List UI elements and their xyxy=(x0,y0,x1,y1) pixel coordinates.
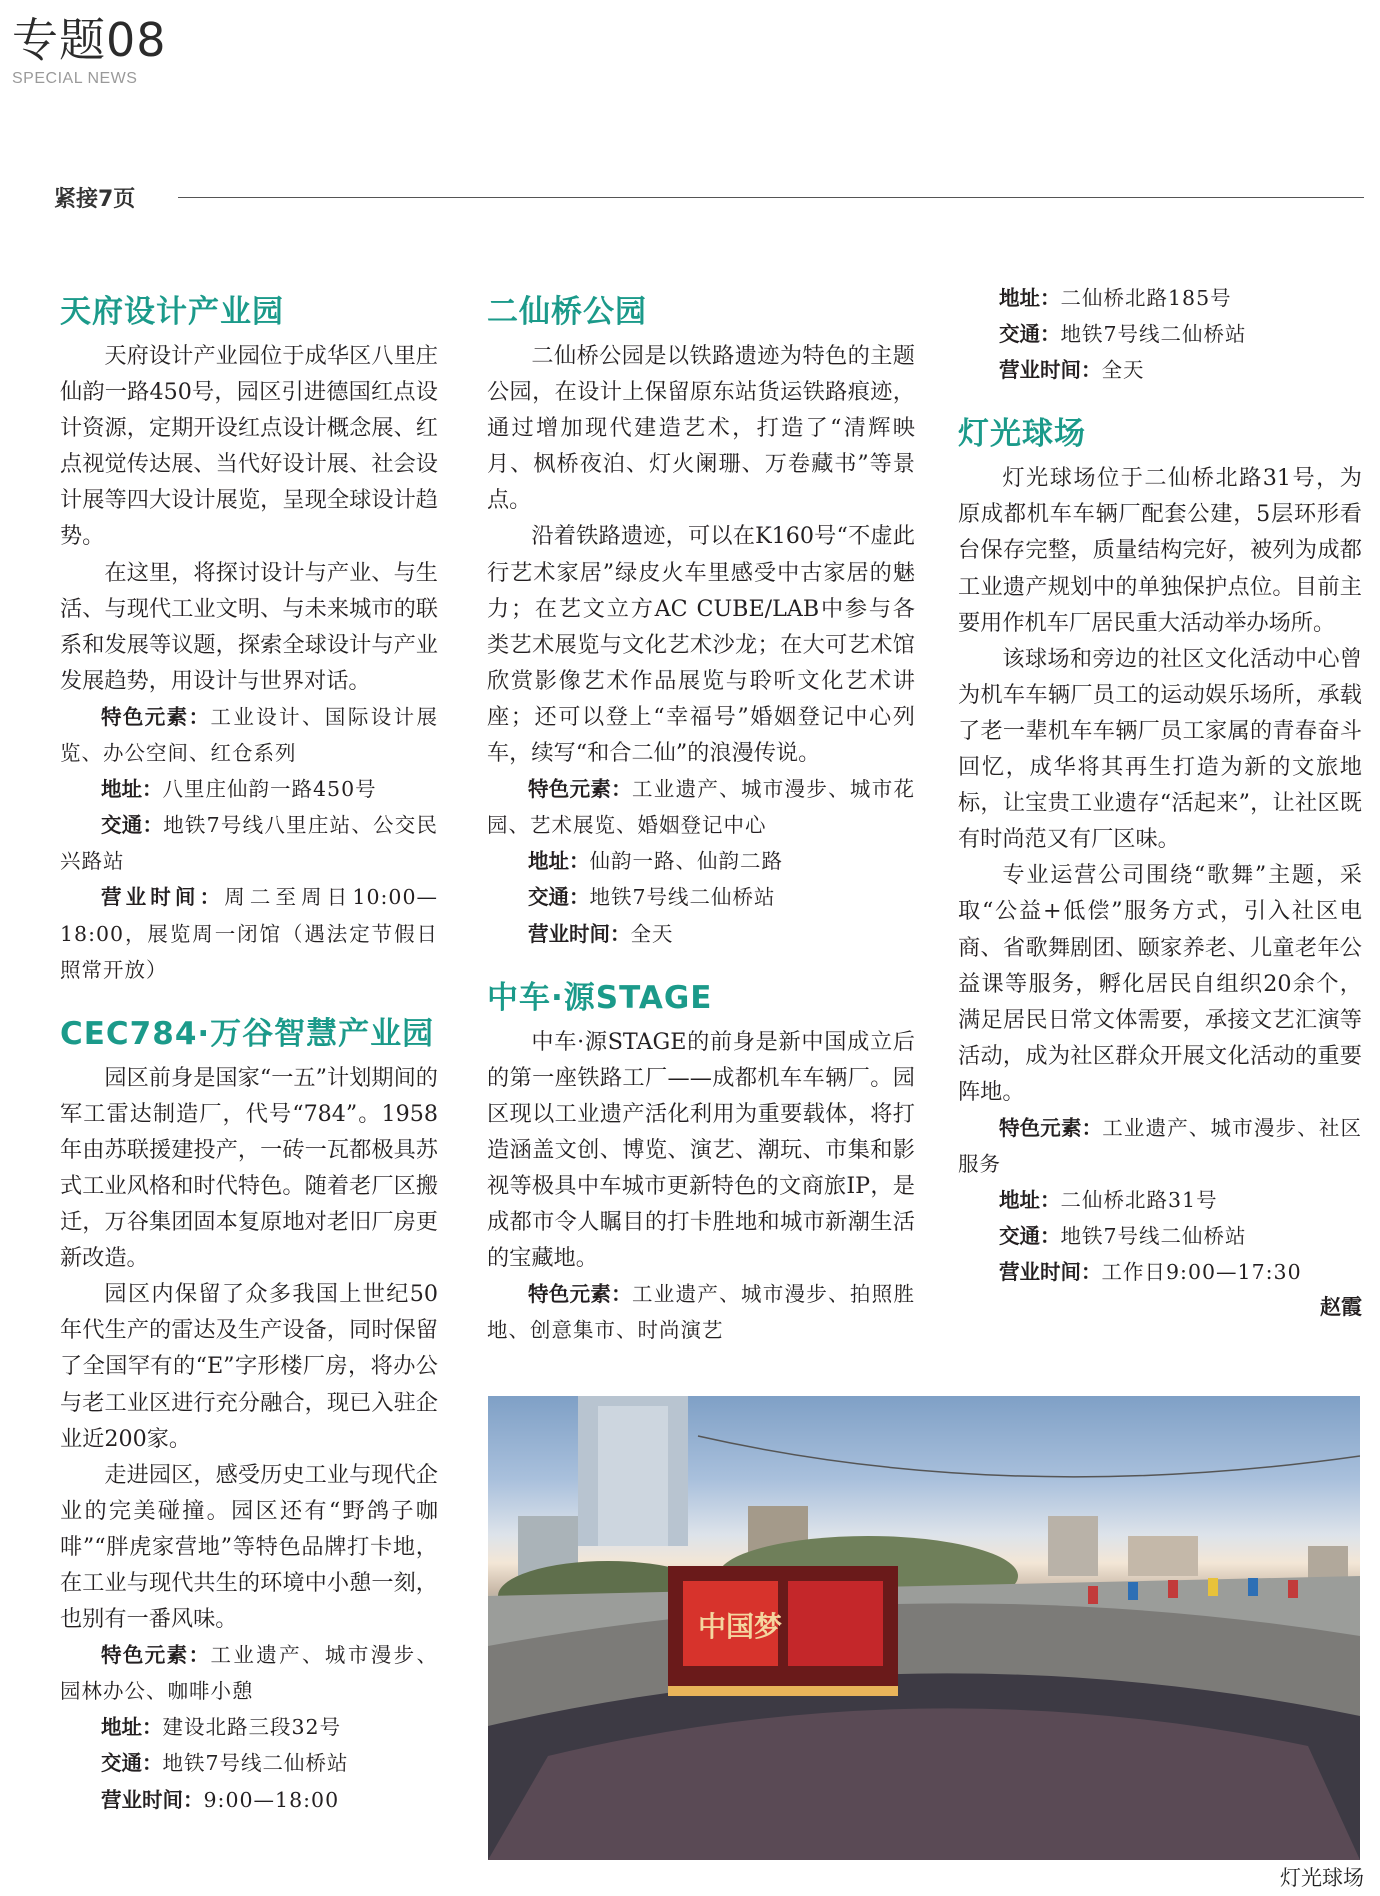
paragraph: 专业运营公司围绕“歌舞”主题，采取“公益+低偿”服务方式，引入社区电商、省歌舞剧团、颐家养老、儿童老年公益课等服务，孵化居民自组织20余个，满足居民日常文体需要，承接文艺汇演等活动，成为社区群众开展文化活动的重要阵地。 xyxy=(958,862,1362,1105)
page-section-subtitle: SPECIAL NEWS xyxy=(12,70,138,87)
page-section-title: 专题08 xyxy=(12,13,167,67)
features-line: 特色元素：工业遗产、城市漫步、园林办公、咖啡小憩 xyxy=(60,1643,439,1704)
hours-line: 营业时间：全天 xyxy=(528,921,674,946)
paragraph: 二仙桥公园是以铁路遗迹为特色的主题公园，在设计上保留原东站货运铁路痕迹，通过增加现代建造艺术，打造了“清辉映月、枫桥夜泊、灯火阑珊、万卷藏书”等景点。 xyxy=(487,343,915,514)
column-2 xyxy=(487,292,915,1374)
section-erxianqiao xyxy=(487,292,915,952)
features-line: 特色元素：工业遗产、城市漫步、社区服务 xyxy=(958,1115,1362,1177)
paragraph: 中车·源STAGE的前身是新中国成立后的第一座铁路工厂——成都机车车辆厂。园区现以工业遗产活化利用为重要载体，将打造涵盖文创、博览、演艺、潮玩、市集和影视等极具中车城市更新特色的文商旅IP，是成都市令人瞩目的打卡胜地和城市新潮生活的宝藏地。 xyxy=(487,1028,915,1272)
section-heading: CEC784·万谷智慧产业园 xyxy=(60,1015,435,1052)
section-heading: 二仙桥公园 xyxy=(487,294,647,330)
section-dengguang xyxy=(958,414,1362,1324)
divider xyxy=(178,197,1364,198)
author-byline: 赵霞 xyxy=(1320,1295,1362,1320)
address-line: 地址：二仙桥北路185号 xyxy=(999,286,1232,310)
paragraph: 沿着铁路遗迹，可以在K160号“不虚此行艺术家居”绿皮火车里感受中古家居的魅力；在艺文立方AC CUBE/LAB中参与各类艺术展览与文化艺术沙龙；在大可艺术馆欣赏影像艺术作品展览与聆听文化艺术讲座；还可以登上“幸福号”婚姻登记中心列车，续写“和合二仙”的浪漫传说。 xyxy=(487,523,915,767)
paragraph: 园区前身是国家“一五”计划期间的军工雷达制造厂，代号“784”。1958年由苏联援建投产，一砖一瓦都极具苏式工业风格和时代特色。随着老厂区搬迁，万谷集团固本复原地对老旧厂房更新改造。 xyxy=(60,1064,438,1272)
features-line: 特色元素：工业遗产、城市漫步、城市花园、艺术展览、婚姻登记中心 xyxy=(487,777,916,838)
continued-label: 紧接7页 xyxy=(54,187,136,212)
transport-line: 交通：地铁7号线二仙桥站 xyxy=(999,1224,1247,1249)
section-tianfu xyxy=(60,292,438,988)
hours-line: 营业时间：周二至周日10:00—18:00，展览周一闭馆（遇法定节假日照常开放） xyxy=(60,885,439,982)
stage-banner-text: 中国梦 xyxy=(698,1610,783,1643)
paragraph: 在这里，将探讨设计与产业、与生活、与现代工业文明、与未来城市的联系和发展等议题，探索全球设计与产业发展趋势，用设计与世界对话。 xyxy=(60,559,438,694)
paragraph: 天府设计产业园位于成华区八里庄仙韵一路450号，园区引进德国红点设计资源，定期开设红点设计概念展、红点视觉传达展、当代好设计展、社会设计展等四大设计展览，呈现全球设计趋势。 xyxy=(60,343,438,550)
section-zhongche xyxy=(487,978,915,1349)
paragraph: 走进园区，感受历史工业与现代企业的完美碰撞。园区还有“野鸽子咖啡”“胖虎家营地”等特色品牌打卡地，在工业与现代共生的环境中小憩一刻，也别有一番风味。 xyxy=(60,1461,438,1633)
transport-line: 交通：地铁7号线二仙桥站 xyxy=(101,1751,349,1776)
transport-line: 交通：地铁7号线二仙桥站 xyxy=(528,885,776,910)
column-1 xyxy=(60,292,438,1844)
hours-line: 营业时间：全天 xyxy=(999,358,1145,383)
hours-line: 营业时间：9:00—18:00 xyxy=(101,1787,340,1812)
section-cec784 xyxy=(60,1014,438,1818)
address-line: 地址：仙韵一路、仙韵二路 xyxy=(528,849,783,874)
section-heading: 灯光球场 xyxy=(958,416,1086,453)
stadium-illustration xyxy=(488,1396,1360,1860)
transport-line: 交通：地铁7号线八里庄站、公交民兴路站 xyxy=(60,813,439,874)
section-heading: 中车·源STAGE xyxy=(487,979,713,1016)
photo-caption: 灯光球场 xyxy=(1280,1866,1364,1890)
features-line: 特色元素：工业设计、国际设计展览、办公空间、红仓系列 xyxy=(60,704,439,766)
stadium-photo xyxy=(488,1396,1360,1860)
features-line: 特色元素：工业遗产、城市漫步、拍照胜地、创意集市、时尚演艺 xyxy=(487,1282,916,1343)
column-3 xyxy=(958,280,1362,1350)
address-line: 地址：八里庄仙韵一路450号 xyxy=(101,777,377,802)
section-heading: 天府设计产业园 xyxy=(60,294,284,330)
paragraph: 园区内保留了众多我国上世纪50年代生产的雷达及生产设备，同时保留了全国罕有的“E”字形楼厂房，将办公与老工业区进行充分融合，现已入驻企业近200家。 xyxy=(60,1281,438,1452)
section-zhongche-continued xyxy=(958,280,1362,388)
paragraph: 该球场和旁边的社区文化活动中心曾为机车车辆厂员工的运动娱乐场所，承载了老一辈机车车辆厂员工家属的青春奋斗回忆，成华将其再生打造为新的文旅地标，让宝贵工业遗存“活起来”，让社区既有时尚范又有厂区味。 xyxy=(958,645,1362,853)
paragraph: 灯光球场位于二仙桥北路31号，为原成都机车车辆厂配套公建，5层环形看台保存完整，质量结构完好，被列为成都工业遗产规划中的单独保护点位。目前主要用作机车厂居民重大活动举办场所。 xyxy=(958,465,1362,636)
hours-line: 营业时间：工作日9:00—17:30 xyxy=(999,1260,1302,1285)
transport-line: 交通：地铁7号线二仙桥站 xyxy=(999,322,1247,347)
address-line: 地址：二仙桥北路31号 xyxy=(999,1188,1218,1213)
address-line: 地址：建设北路三段32号 xyxy=(101,1715,342,1740)
